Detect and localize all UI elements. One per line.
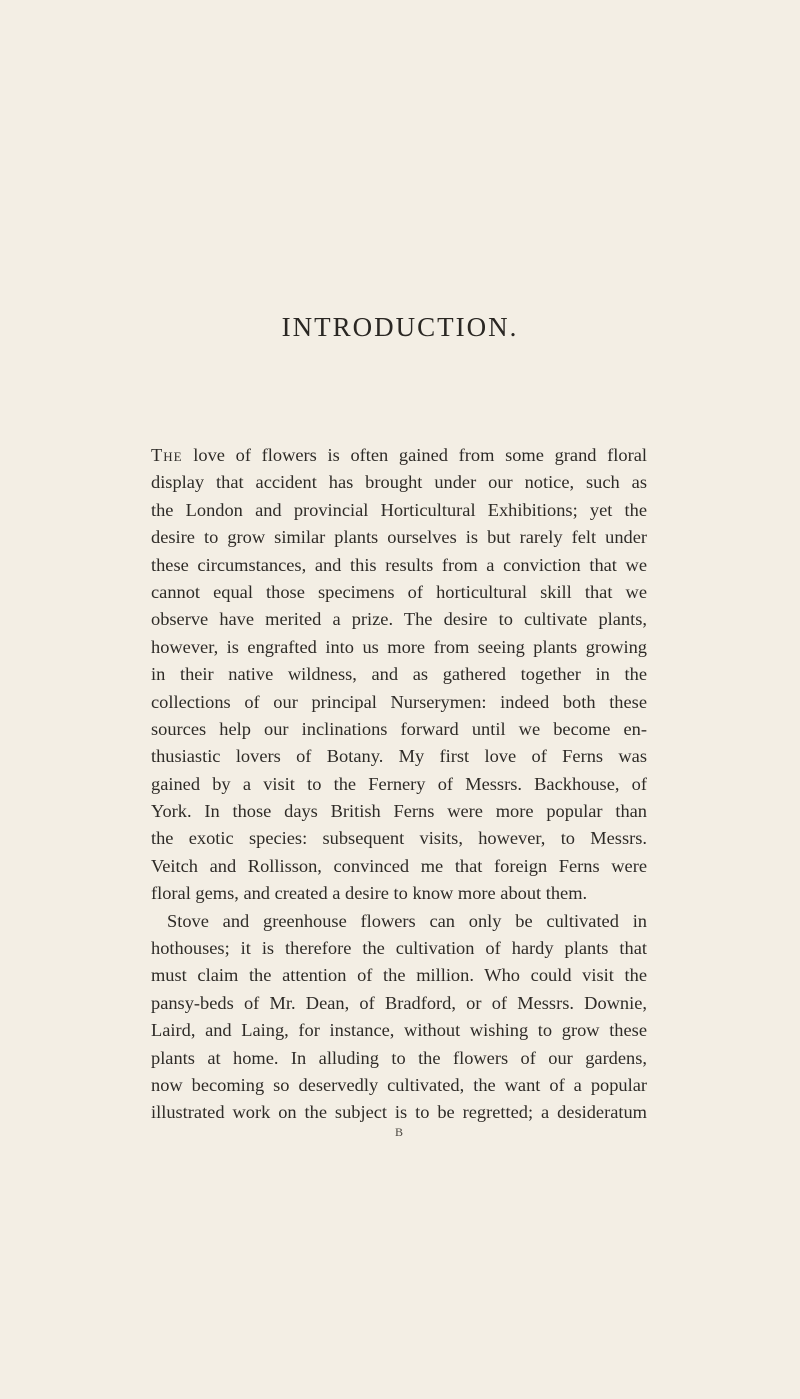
text-line: thusiastic lovers of Botany. My first love of Ferns was xyxy=(151,746,647,767)
text-line: cannot equal those specimens of horticultural skill that we xyxy=(151,581,647,602)
text-line: gained by a visit to the Fernery of Messrs. Backhouse, of xyxy=(151,773,647,794)
text-line: however, is engrafted into us more from seeing plants growing xyxy=(151,636,647,657)
text-line: in their native wildness, and as gathered together in the xyxy=(151,664,647,685)
text-line: display that accident has brought under our notice, such as xyxy=(151,472,647,493)
text-line: sources help our inclinations forward until we become en- xyxy=(151,718,647,739)
text-line: Veitch and Rollisson, convinced me that foreign Ferns were xyxy=(151,855,647,876)
text-line: must claim the attention of the million. Who could visit the xyxy=(151,965,647,986)
text-line: observe have merited a prize. The desire to cultivate plants, xyxy=(151,609,647,630)
lead-word: The xyxy=(151,445,183,465)
text-line: pansy-beds of Mr. Dean, of Bradford, or of Messrs. Downie, xyxy=(151,992,647,1013)
text-line: these circumstances, and this results from a conviction that we xyxy=(151,554,647,575)
text-line: hothouses; it is therefore the cultivation of hardy plants that xyxy=(151,938,647,959)
body-text xyxy=(151,442,647,1141)
text-line: Laird, and Laing, for instance, without wishing to grow these xyxy=(151,1020,647,1041)
text-line: the exotic species: subsequent visits, however, to Messrs. xyxy=(151,828,647,849)
text-line: plants at home. In alluding to the flowers of our gardens, xyxy=(151,1047,647,1068)
text-line: the London and provincial Horticultural Exhibitions; yet the xyxy=(151,499,647,520)
text-line: now becoming so deservedly cultivated, the want of a popular xyxy=(151,1074,647,1095)
text-line: Stove and greenhouse flowers can only be cultivated in xyxy=(167,910,647,931)
text-line: illustrated work on the subject is to be regretted; a desideratum xyxy=(151,1102,647,1123)
text-line: The love of flowers is often gained from some grand floral xyxy=(151,445,647,465)
text-line: York. In those days British Ferns were more popular than xyxy=(151,801,647,822)
text-line: collections of our principal Nurserymen: indeed both these xyxy=(151,691,647,712)
text-line: desire to grow similar plants ourselves is but rarely felt under xyxy=(151,527,647,548)
signature-mark: B xyxy=(394,1124,403,1139)
chapter-title: INTRODUCTION. xyxy=(281,312,519,342)
text-line: floral gems, and created a desire to know more about them. xyxy=(151,883,588,904)
